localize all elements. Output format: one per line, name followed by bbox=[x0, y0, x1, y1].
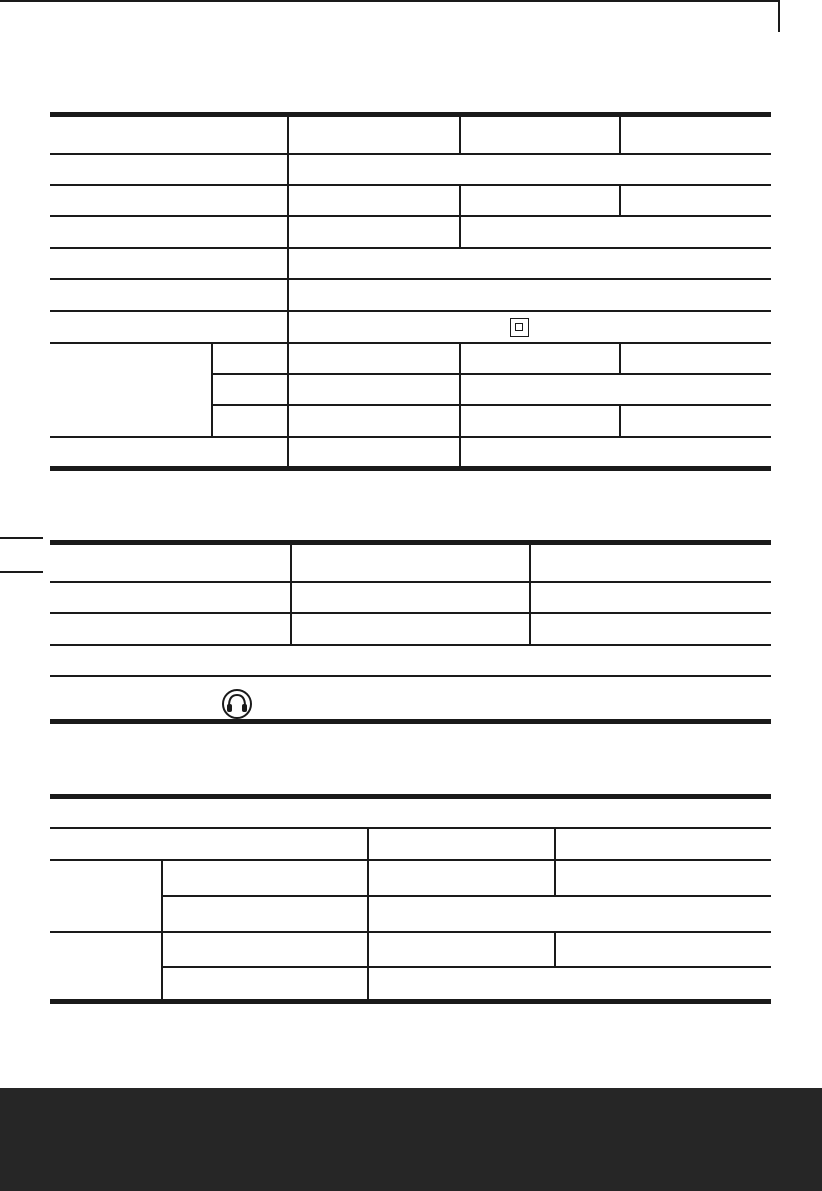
ear-protection-icon bbox=[220, 688, 254, 720]
language-side-tab bbox=[0, 537, 43, 573]
page-top-rule bbox=[0, 0, 780, 32]
page-footer-bar bbox=[0, 1088, 822, 1191]
class-ii-double-insulation-icon bbox=[510, 318, 529, 337]
